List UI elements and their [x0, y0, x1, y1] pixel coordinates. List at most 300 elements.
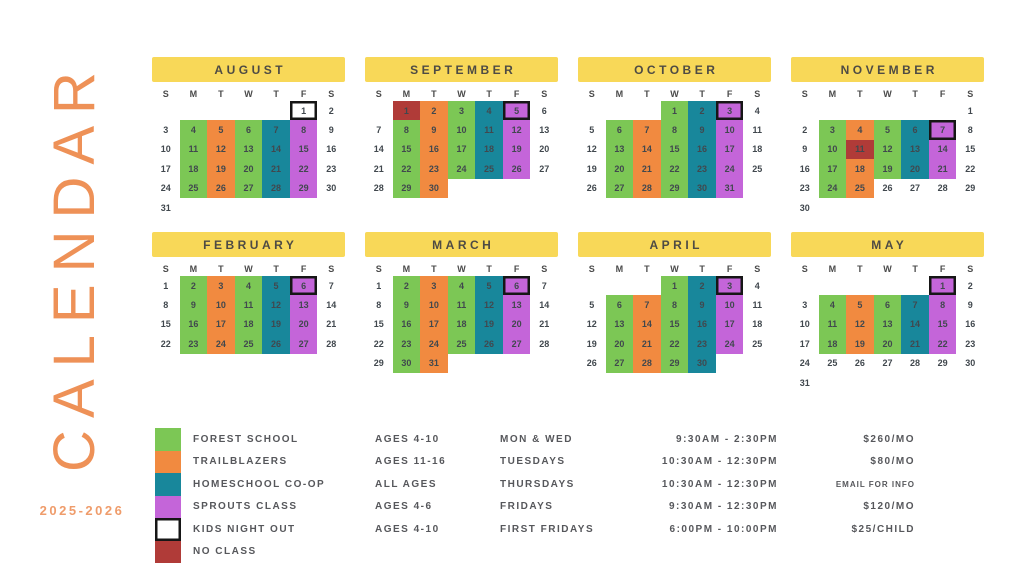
day-cell: 11	[752, 125, 762, 136]
day-cell: 4	[819, 295, 847, 314]
day-cell: 22	[160, 338, 171, 349]
day-cell: 10	[716, 295, 744, 314]
day-cell: 8	[376, 300, 382, 311]
weekday-letter: S	[375, 89, 382, 99]
day-cell: 17	[160, 163, 171, 174]
legend-time: 10:30AM - 12:30PM	[661, 456, 778, 468]
day-cell: 26	[882, 183, 893, 194]
legend-class-name: KIDS NIGHT OUT	[193, 523, 296, 535]
day-cell: 22	[290, 159, 318, 178]
day-cell: 8	[929, 295, 957, 314]
legend-price: $120/MO	[863, 501, 915, 513]
day-cell: 21	[929, 159, 957, 178]
day-cell: 5	[503, 101, 531, 120]
day-cell: 14	[373, 144, 384, 155]
day-cell-empty	[819, 373, 847, 392]
day-cell: 20	[503, 315, 531, 334]
day-cell: 7	[901, 295, 929, 314]
day-cell: 2	[688, 101, 716, 120]
weekday-header-row	[791, 263, 984, 276]
day-cell: 13	[606, 140, 634, 159]
day-cell: 1	[290, 101, 318, 120]
day-cell: 26	[586, 358, 597, 369]
weekday-letter: T	[486, 264, 492, 274]
weekday-header-row	[578, 88, 771, 101]
days-grid-october	[578, 101, 771, 198]
day-cell: 27	[910, 183, 921, 194]
day-cell: 31	[420, 354, 448, 373]
weekday-letter: W	[670, 89, 679, 99]
weekday-letter: M	[828, 89, 837, 99]
day-cell: 11	[235, 295, 263, 314]
day-cell: 19	[262, 315, 290, 334]
day-cell: 2	[688, 276, 716, 295]
weekday-letter: S	[801, 264, 808, 274]
day-cell: 8	[967, 125, 973, 136]
month-title-february: FEBRUARY	[152, 232, 345, 257]
day-cell: 25	[752, 338, 763, 349]
day-cell: 29	[373, 358, 384, 369]
day-cell: 17	[448, 140, 476, 159]
day-cell: 24	[819, 179, 847, 198]
day-cell: 17	[420, 315, 448, 334]
weekday-letter: S	[328, 89, 335, 99]
day-cell: 27	[539, 163, 550, 174]
day-cell: 9	[967, 300, 973, 311]
day-cell: 14	[633, 315, 661, 334]
day-cell: 1	[163, 280, 169, 291]
day-cell: 24	[716, 334, 744, 353]
days-grid-september	[365, 101, 558, 198]
day-cell: 15	[373, 319, 384, 330]
day-cell: 20	[290, 315, 318, 334]
weekday-header-row	[152, 263, 345, 276]
month-april	[578, 232, 771, 407]
weekday-letter: S	[967, 89, 974, 99]
weekday-header-row	[365, 263, 558, 276]
day-cell: 25	[235, 334, 263, 353]
day-cell: 16	[688, 315, 716, 334]
day-cell-empty	[235, 198, 263, 217]
weekday-header-row	[791, 88, 984, 101]
day-cell: 2	[180, 276, 208, 295]
day-cell-empty	[743, 179, 771, 198]
day-cell: 13	[235, 140, 263, 159]
day-cell: 30	[965, 358, 976, 369]
day-cell-empty	[819, 101, 847, 120]
day-cell: 26	[854, 358, 865, 369]
weekday-letter: W	[883, 264, 892, 274]
day-cell: 13	[901, 140, 929, 159]
weekday-letter: F	[300, 89, 307, 99]
day-cell: 17	[716, 140, 744, 159]
day-cell-empty	[901, 373, 929, 392]
day-cell: 30	[420, 179, 448, 198]
school-year-label: 2025-2026	[39, 503, 125, 518]
legend-swatch-red-icon	[155, 541, 181, 564]
day-cell: 17	[207, 315, 235, 334]
day-cell: 11	[752, 300, 762, 311]
day-cell: 27	[606, 354, 634, 373]
day-cell: 22	[965, 163, 976, 174]
day-cell: 28	[910, 358, 921, 369]
weekday-letter: T	[273, 264, 279, 274]
day-cell: 24	[420, 334, 448, 353]
day-cell: 10	[799, 319, 810, 330]
day-cell: 12	[262, 295, 290, 314]
day-cell: 24	[160, 183, 171, 194]
month-august	[152, 57, 345, 232]
day-cell: 15	[929, 315, 957, 334]
day-cell: 8	[163, 300, 169, 311]
legend-swatch-boxed-icon	[155, 518, 181, 541]
day-cell: 25	[475, 159, 503, 178]
day-cell: 30	[688, 354, 716, 373]
legend-ages: AGES 4-6	[375, 501, 433, 513]
legend-ages: ALL AGES	[375, 478, 438, 490]
day-cell: 5	[207, 120, 235, 139]
day-cell: 31	[716, 179, 744, 198]
day-cell-empty	[180, 101, 208, 120]
day-cell: 21	[326, 319, 337, 330]
day-cell: 31	[799, 377, 810, 388]
legend-class-name: NO CLASS	[193, 546, 257, 558]
day-cell: 14	[262, 140, 290, 159]
day-cell: 29	[290, 179, 318, 198]
day-cell: 27	[235, 179, 263, 198]
weekday-letter: S	[754, 264, 761, 274]
day-cell: 11	[180, 140, 208, 159]
day-cell: 23	[420, 159, 448, 178]
month-title-september: SEPTEMBER	[365, 57, 558, 82]
day-cell-empty	[874, 101, 902, 120]
day-cell: 7	[929, 120, 957, 139]
weekday-letter: T	[486, 89, 492, 99]
weekday-letter: T	[644, 89, 650, 99]
day-cell: 7	[541, 280, 547, 291]
day-cell: 2	[393, 276, 421, 295]
day-cell: 5	[846, 295, 874, 314]
day-cell: 4	[846, 120, 874, 139]
weekday-letter: T	[912, 264, 918, 274]
day-cell: 11	[819, 315, 847, 334]
day-cell: 16	[420, 140, 448, 159]
weekday-letter: S	[588, 264, 595, 274]
day-cell: 3	[802, 300, 808, 311]
day-cell: 10	[448, 120, 476, 139]
weekday-letter: W	[244, 89, 253, 99]
days-grid-april	[578, 276, 771, 373]
days-grid-march	[365, 276, 558, 373]
day-cell: 4	[180, 120, 208, 139]
day-cell-empty	[929, 198, 957, 217]
day-cell: 16	[393, 315, 421, 334]
day-cell: 20	[235, 159, 263, 178]
day-cell: 1	[661, 276, 689, 295]
day-cell: 27	[606, 179, 634, 198]
day-cell: 12	[207, 140, 235, 159]
day-cell: 21	[262, 159, 290, 178]
day-cell: 27	[503, 334, 531, 353]
day-cell: 18	[448, 315, 476, 334]
legend	[155, 428, 915, 563]
day-cell: 18	[846, 159, 874, 178]
weekday-letter: T	[218, 89, 224, 99]
weekday-letter: M	[615, 89, 624, 99]
month-title-april: APRIL	[578, 232, 771, 257]
day-cell-empty	[633, 101, 661, 120]
day-cell: 4	[754, 105, 760, 116]
day-cell: 21	[539, 319, 550, 330]
legend-ages: AGES 4-10	[375, 523, 440, 535]
day-cell-empty	[207, 198, 235, 217]
day-cell: 13	[874, 315, 902, 334]
day-cell-empty	[956, 198, 984, 217]
day-cell: 12	[586, 319, 597, 330]
day-cell: 26	[503, 159, 531, 178]
day-cell-empty	[180, 198, 208, 217]
day-cell: 23	[688, 334, 716, 353]
day-cell: 31	[160, 202, 171, 213]
day-cell: 27	[290, 334, 318, 353]
day-cell: 9	[688, 120, 716, 139]
day-cell: 19	[586, 163, 597, 174]
day-cell: 9	[802, 144, 808, 155]
day-cell: 8	[393, 120, 421, 139]
day-cell: 28	[326, 338, 337, 349]
day-cell-empty	[743, 354, 771, 373]
day-cell-empty	[503, 354, 531, 373]
day-cell: 18	[752, 144, 763, 155]
weekday-letter: W	[244, 264, 253, 274]
day-cell: 24	[799, 358, 810, 369]
weekday-letter: W	[457, 264, 466, 274]
month-september	[365, 57, 558, 232]
weekday-header-row	[578, 263, 771, 276]
day-cell: 7	[328, 280, 334, 291]
day-cell: 5	[874, 120, 902, 139]
weekday-letter: T	[431, 264, 437, 274]
day-cell: 2	[328, 105, 334, 116]
day-cell: 6	[606, 295, 634, 314]
day-cell-empty	[606, 276, 634, 295]
day-cell: 30	[799, 202, 810, 213]
day-cell: 22	[661, 334, 689, 353]
day-cell: 28	[633, 354, 661, 373]
day-cell: 16	[965, 319, 976, 330]
day-cell-empty	[901, 101, 929, 120]
day-cell: 17	[716, 315, 744, 334]
days-grid-august	[152, 101, 345, 217]
day-cell: 14	[901, 315, 929, 334]
day-cell: 15	[661, 140, 689, 159]
day-cell: 12	[874, 140, 902, 159]
day-cell-empty	[448, 354, 476, 373]
day-cell: 17	[819, 159, 847, 178]
day-cell: 28	[373, 183, 384, 194]
legend-row-kids-night-out	[155, 518, 915, 541]
weekday-letter: M	[402, 264, 411, 274]
day-cell: 18	[235, 315, 263, 334]
day-cell: 18	[180, 159, 208, 178]
weekday-letter: T	[218, 264, 224, 274]
day-cell: 29	[393, 179, 421, 198]
day-cell: 3	[420, 276, 448, 295]
legend-swatch-teal-icon	[155, 473, 181, 496]
weekday-letter: S	[541, 89, 548, 99]
day-cell: 24	[448, 159, 476, 178]
day-cell: 14	[326, 300, 337, 311]
day-cell-empty	[716, 354, 744, 373]
days-grid-may	[791, 276, 984, 392]
weekday-letter: T	[273, 89, 279, 99]
day-cell: 11	[475, 120, 503, 139]
weekday-letter: M	[189, 264, 198, 274]
day-cell: 15	[661, 315, 689, 334]
month-title-march: MARCH	[365, 232, 558, 257]
day-cell-empty	[846, 101, 874, 120]
month-march	[365, 232, 558, 407]
weekday-letter: T	[699, 89, 705, 99]
weekday-header-row	[365, 88, 558, 101]
day-cell-empty	[846, 276, 874, 295]
day-cell: 28	[262, 179, 290, 198]
day-cell: 25	[846, 179, 874, 198]
day-cell: 19	[475, 315, 503, 334]
day-cell-empty	[262, 198, 290, 217]
day-cell: 28	[633, 179, 661, 198]
days-grid-november	[791, 101, 984, 217]
day-cell: 2	[420, 101, 448, 120]
legend-days: THURSDAYS	[500, 478, 575, 490]
day-cell: 25	[180, 179, 208, 198]
day-cell: 26	[586, 183, 597, 194]
day-cell: 27	[882, 358, 893, 369]
day-cell-empty	[901, 276, 929, 295]
day-cell: 23	[799, 183, 810, 194]
day-cell-empty	[475, 179, 503, 198]
day-cell-empty	[262, 101, 290, 120]
month-title-november: NOVEMBER	[791, 57, 984, 82]
weekday-letter: W	[457, 89, 466, 99]
months-grid	[152, 57, 984, 407]
day-cell: 18	[475, 140, 503, 159]
month-title-may: MAY	[791, 232, 984, 257]
day-cell: 1	[967, 105, 973, 116]
weekday-letter: W	[670, 264, 679, 274]
day-cell-empty	[530, 354, 558, 373]
weekday-letter: F	[513, 264, 520, 274]
legend-days: FIRST FRIDAYS	[500, 523, 595, 535]
day-cell-empty	[290, 198, 318, 217]
weekday-letter: F	[939, 264, 946, 274]
day-cell: 5	[262, 276, 290, 295]
day-cell: 3	[819, 120, 847, 139]
day-cell: 9	[180, 295, 208, 314]
day-cell: 23	[180, 334, 208, 353]
weekday-letter: S	[162, 264, 169, 274]
legend-row-homeschool-co-op	[155, 473, 915, 496]
weekday-letter: S	[588, 89, 595, 99]
day-cell-empty	[578, 276, 606, 295]
day-cell-empty	[475, 354, 503, 373]
day-cell: 8	[661, 120, 689, 139]
day-cell: 7	[633, 120, 661, 139]
day-cell: 30	[326, 183, 337, 194]
day-cell: 12	[586, 144, 597, 155]
day-cell-empty	[235, 101, 263, 120]
day-cell: 6	[290, 276, 318, 295]
legend-row-no-class	[155, 541, 915, 564]
day-cell-empty	[152, 101, 180, 120]
day-cell: 15	[290, 140, 318, 159]
day-cell: 26	[262, 334, 290, 353]
legend-class-name: SPROUTS CLASS	[193, 501, 298, 513]
month-title-august: AUGUST	[152, 57, 345, 82]
days-grid-february	[152, 276, 345, 354]
day-cell: 6	[235, 120, 263, 139]
month-february	[152, 232, 345, 407]
month-november	[791, 57, 984, 232]
day-cell: 21	[373, 163, 384, 174]
day-cell: 3	[207, 276, 235, 295]
day-cell: 10	[160, 144, 171, 155]
day-cell: 6	[541, 105, 547, 116]
day-cell-empty	[365, 101, 393, 120]
day-cell: 9	[688, 295, 716, 314]
day-cell: 29	[661, 179, 689, 198]
day-cell: 30	[688, 179, 716, 198]
day-cell: 10	[819, 140, 847, 159]
day-cell: 19	[874, 159, 902, 178]
weekday-letter: F	[939, 89, 946, 99]
day-cell-empty	[791, 276, 819, 295]
day-cell: 20	[606, 159, 634, 178]
day-cell: 1	[929, 276, 957, 295]
day-cell: 3	[448, 101, 476, 120]
legend-time: 9:30AM - 12:30PM	[668, 501, 778, 513]
day-cell-empty	[956, 373, 984, 392]
day-cell: 9	[328, 125, 334, 136]
day-cell: 10	[716, 120, 744, 139]
day-cell: 1	[393, 101, 421, 120]
day-cell: 23	[965, 338, 976, 349]
day-cell-empty	[633, 276, 661, 295]
day-cell-empty	[448, 179, 476, 198]
day-cell: 19	[586, 338, 597, 349]
weekday-letter: M	[828, 264, 837, 274]
weekday-letter: F	[513, 89, 520, 99]
legend-swatch-purple-icon	[155, 496, 181, 519]
day-cell: 16	[799, 163, 810, 174]
day-cell: 23	[326, 163, 337, 174]
day-cell-empty	[874, 198, 902, 217]
day-cell-empty	[530, 179, 558, 198]
weekday-letter: T	[912, 89, 918, 99]
legend-swatch-orange-icon	[155, 451, 181, 474]
day-cell: 20	[606, 334, 634, 353]
day-cell: 7	[633, 295, 661, 314]
legend-price: $260/MO	[863, 433, 915, 445]
day-cell: 28	[937, 183, 948, 194]
day-cell: 6	[503, 276, 531, 295]
day-cell: 1	[661, 101, 689, 120]
day-cell: 10	[207, 295, 235, 314]
day-cell: 16	[688, 140, 716, 159]
weekday-letter: S	[541, 264, 548, 274]
day-cell: 5	[589, 125, 595, 136]
day-cell: 8	[290, 120, 318, 139]
